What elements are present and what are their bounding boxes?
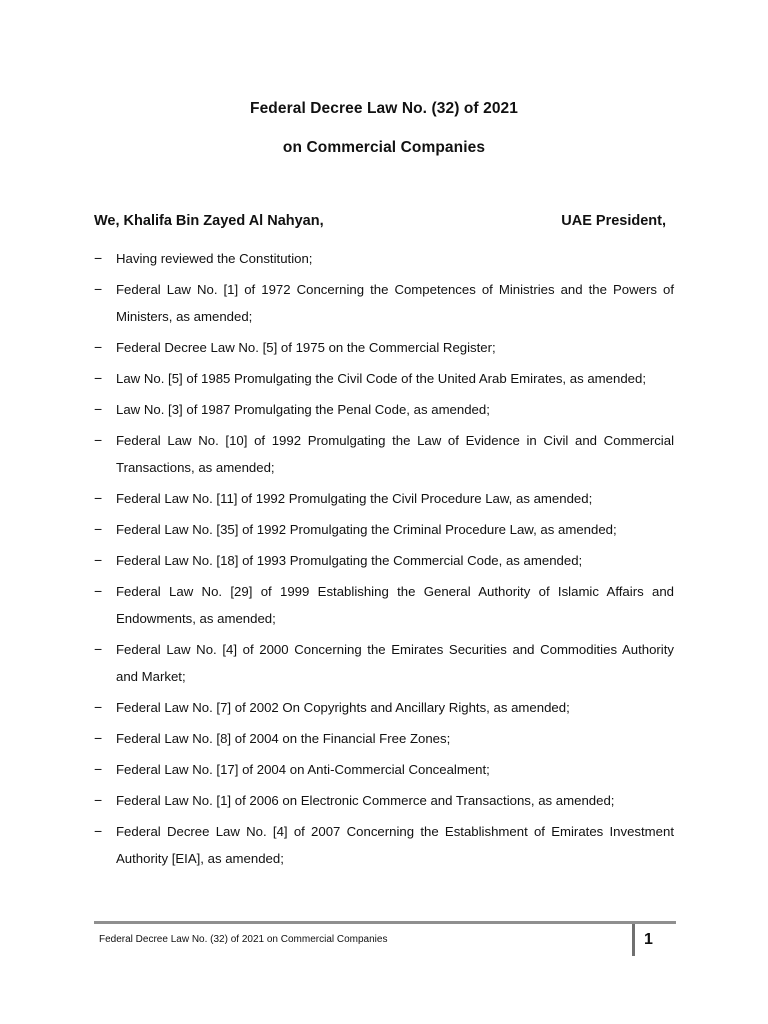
dash-bullet-icon: − <box>94 552 103 568</box>
list-item <box>94 396 674 423</box>
list-item-text: Federal Law No. [29] of 1999 Establishing the General Authority of Islamic Affairs and Endowments, as amended; <box>116 584 674 626</box>
dash-bullet-icon: − <box>94 823 103 839</box>
list-item <box>94 245 674 272</box>
page-number: 1 <box>644 931 653 948</box>
list-item-text: Federal Law No. [7] of 2002 On Copyrights and Ancillary Rights, as amended; <box>116 700 570 715</box>
list-item-text: Federal Law No. [1] of 1972 Concerning the Competences of Ministries and the Powers of Ministers, as amended; <box>116 282 674 324</box>
list-item-text: Federal Law No. [4] of 2000 Concerning the Emirates Securities and Commodities Authority and Market; <box>116 642 674 684</box>
dash-bullet-icon: − <box>94 583 103 599</box>
document-subtitle: on Commercial Companies <box>282 139 486 156</box>
list-item <box>94 516 674 543</box>
dash-bullet-icon: − <box>94 339 103 355</box>
document-title: Federal Decree Law No. (32) of 2021 <box>250 100 518 117</box>
dash-bullet-icon: − <box>94 761 103 777</box>
dash-bullet-icon: − <box>94 792 103 808</box>
list-item-text: Federal Decree Law No. [4] of 2007 Concerning the Establishment of Emirates Investment Authority [EIA], as amended; <box>116 824 674 866</box>
list-item-text: Federal Law No. [10] of 1992 Promulgating the Law of Evidence in Civil and Commercial Transactions, as amended; <box>116 433 674 475</box>
list-item <box>94 694 674 721</box>
list-item <box>94 756 674 783</box>
dash-bullet-icon: − <box>94 490 103 506</box>
issuer-name: We, Khalifa Bin Zayed Al Nahyan, <box>94 213 324 229</box>
list-item-text: Having reviewed the Constitution; <box>116 251 313 266</box>
dash-bullet-icon: − <box>94 281 103 297</box>
dash-bullet-icon: − <box>94 401 103 417</box>
list-item-text: Law No. [5] of 1985 Promulgating the Civil Code of the United Arab Emirates, as amended; <box>116 371 646 386</box>
list-item-text: Law No. [3] of 1987 Promulgating the Penal Code, as amended; <box>116 402 490 417</box>
list-item-text: Federal Law No. [11] of 1992 Promulgating the Civil Procedure Law, as amended; <box>116 491 593 506</box>
page-number-separator <box>632 924 635 956</box>
preamble-list <box>94 245 674 876</box>
list-item <box>94 276 674 330</box>
list-item-text: Federal Law No. [17] of 2004 on Anti-Commercial Concealment; <box>116 762 490 777</box>
dash-bullet-icon: − <box>94 250 103 266</box>
list-item <box>94 818 674 872</box>
list-item <box>94 365 674 392</box>
dash-bullet-icon: − <box>94 641 103 657</box>
list-item <box>94 427 674 481</box>
list-item <box>94 636 674 690</box>
list-item <box>94 787 674 814</box>
dash-bullet-icon: − <box>94 432 103 448</box>
footer-title: Federal Decree Law No. (32) of 2021 on Commercial Companies <box>99 934 388 945</box>
list-item-text: Federal Law No. [8] of 2004 on the Financial Free Zones; <box>116 731 451 746</box>
list-item <box>94 334 674 361</box>
list-item-text: Federal Law No. [1] of 2006 on Electronic Commerce and Transactions, as amended; <box>116 793 615 808</box>
footer-divider-line <box>94 921 676 924</box>
list-item-text: Federal Decree Law No. [5] of 1975 on the Commercial Register; <box>116 340 496 355</box>
list-item-text: Federal Law No. [18] of 1993 Promulgating the Commercial Code, as amended; <box>116 553 583 568</box>
list-item <box>94 485 674 512</box>
dash-bullet-icon: − <box>94 699 103 715</box>
dash-bullet-icon: − <box>94 370 103 386</box>
list-item <box>94 547 674 574</box>
list-item <box>94 725 674 752</box>
list-item <box>94 578 674 632</box>
dash-bullet-icon: − <box>94 521 103 537</box>
dash-bullet-icon: − <box>94 730 103 746</box>
issuer-office: UAE President, <box>561 213 666 229</box>
list-item-text: Federal Law No. [35] of 1992 Promulgating the Criminal Procedure Law, as amended; <box>116 522 617 537</box>
